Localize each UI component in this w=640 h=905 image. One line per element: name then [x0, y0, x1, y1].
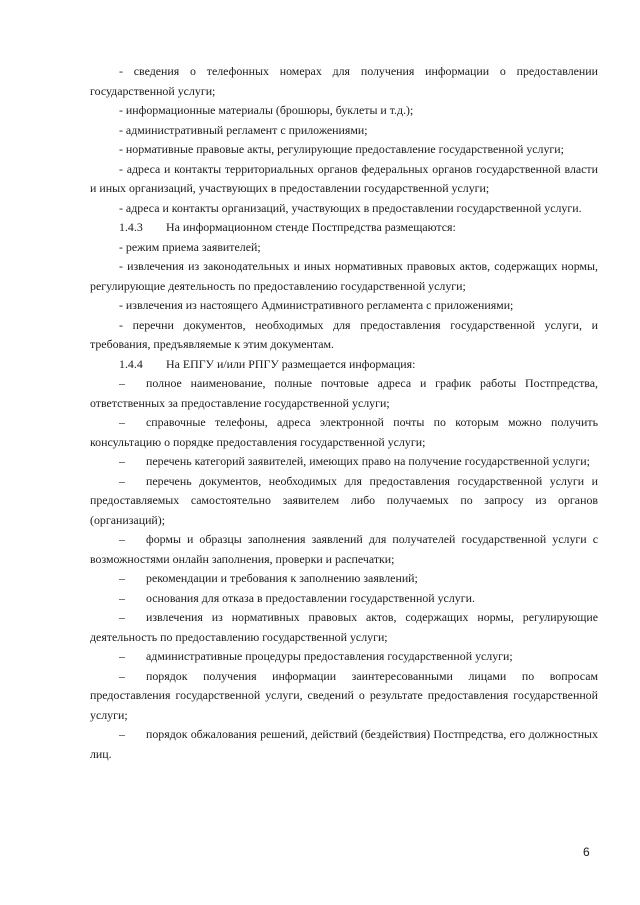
portal-item-application-forms — [90, 530, 598, 569]
paragraph-territorial-contacts: - адреса и контакты территориальных органов федеральных органов государственной власти и иных организаций, участвующих в предоставлении государственной услуги; — [90, 161, 598, 195]
portal-item-appeal-procedure — [90, 725, 598, 764]
dash-marker: – — [119, 571, 125, 585]
section-text: На информационном стенде Постпредства размещаются: — [166, 220, 456, 234]
portal-item-legal-extracts — [90, 608, 598, 647]
list-item-text: административные процедуры предоставления государственной услуги; — [146, 649, 513, 663]
list-item-text: порядок получения информации заинтересованными лицами по вопросам предоставления государственной услуги, сведений о результате предоставления государственной услуги; — [90, 668, 598, 722]
section-1-4-3 — [90, 218, 598, 238]
dash-marker: – — [119, 590, 125, 605]
portal-item-admin-procedures — [90, 647, 598, 667]
portal-item-info-procedure — [90, 667, 598, 726]
list-item-text: порядок обжалования решений, действий (бездействия) Постпредства, его должностных лиц. — [90, 727, 598, 761]
dash-marker: – — [119, 727, 125, 741]
portal-item-requirements — [90, 569, 598, 589]
paragraph-organization-contacts: - адреса и контакты организаций, участвующих в предоставлении государственной услуги. — [119, 200, 582, 215]
list-item-text: перечень документов, необходимых для предоставления государственной услуги и предоставляемых самостоятельно заявителем либо получаемых по запросу из органов (организаций); — [90, 473, 598, 527]
dash-marker: – — [119, 532, 125, 546]
portal-item-document-list — [90, 472, 598, 531]
paragraph-info-materials: - информационные материалы (брошюры, буклеты и т.д.); — [119, 103, 414, 117]
list-item-text: справочные телефоны, адреса электронной почты по которым можно получить консультацию о порядке предоставления государственной услуги; — [90, 415, 598, 449]
list-item-text: рекомендации и требования к заполнению заявлений; — [146, 571, 418, 585]
dash-marker: – — [119, 454, 125, 468]
dash-marker: – — [119, 376, 125, 390]
portal-item-refusal-grounds — [90, 589, 598, 609]
dash-marker: – — [119, 668, 125, 683]
paragraph-legal-acts: - нормативные правовые акты, регулирующие предоставление государственной услуги; — [119, 142, 564, 156]
page-number: 6 — [583, 845, 590, 859]
list-item-text: формы и образцы заполнения заявлений для получателей государственной услуги с возможностями онлайн заполнения, проверки и распечатки; — [90, 532, 598, 566]
paragraph-phone-info: - сведения о телефонных номерах для получения информации о предоставлении государственной услуги; — [90, 64, 598, 98]
section-number: 1.4.4 — [119, 356, 143, 371]
stand-item-regulation-extracts: - извлечения из настоящего Административного регламента с приложениями; — [119, 298, 514, 312]
dash-marker: – — [119, 649, 125, 663]
stand-item-legal-extracts: - извлечения из законодательных и иных нормативных правовых актов, содержащих нормы, регулирующие деятельность по предоставлению государственной услуги; — [90, 259, 598, 293]
portal-item-name-addresses — [90, 374, 598, 413]
document-body — [90, 62, 598, 764]
section-text: На ЕПГУ и/или РПГУ размещается информация: — [166, 356, 416, 371]
section-1-4-4 — [90, 355, 598, 375]
list-item-text: основания для отказа в предоставлении государственной услуги. — [146, 590, 475, 605]
portal-item-phones — [90, 413, 598, 452]
dash-marker: – — [119, 473, 125, 488]
section-number: 1.4.3 — [119, 220, 143, 234]
dash-marker: – — [119, 610, 125, 624]
portal-item-applicant-categories — [90, 452, 598, 472]
stand-item-reception-hours: - режим приема заявителей; — [119, 239, 261, 254]
dash-marker: – — [119, 415, 125, 429]
list-item-text: полное наименование, полные почтовые адреса и график работы Постпредства, ответственных за предоставление государственной услуги; — [90, 376, 598, 410]
paragraph-admin-regulation: - административный регламент с приложениями; — [119, 122, 368, 137]
stand-item-document-lists: - перечни документов, необходимых для предоставления государственной услуги, и требования, предъявляемые к этим документам. — [90, 317, 598, 351]
list-item-text: перечень категорий заявителей, имеющих право на получение государственной услуги; — [146, 454, 590, 468]
list-item-text: извлечения из нормативных правовых актов, содержащих нормы, регулирующие деятельность по предоставлению государственной услуги; — [90, 610, 598, 644]
